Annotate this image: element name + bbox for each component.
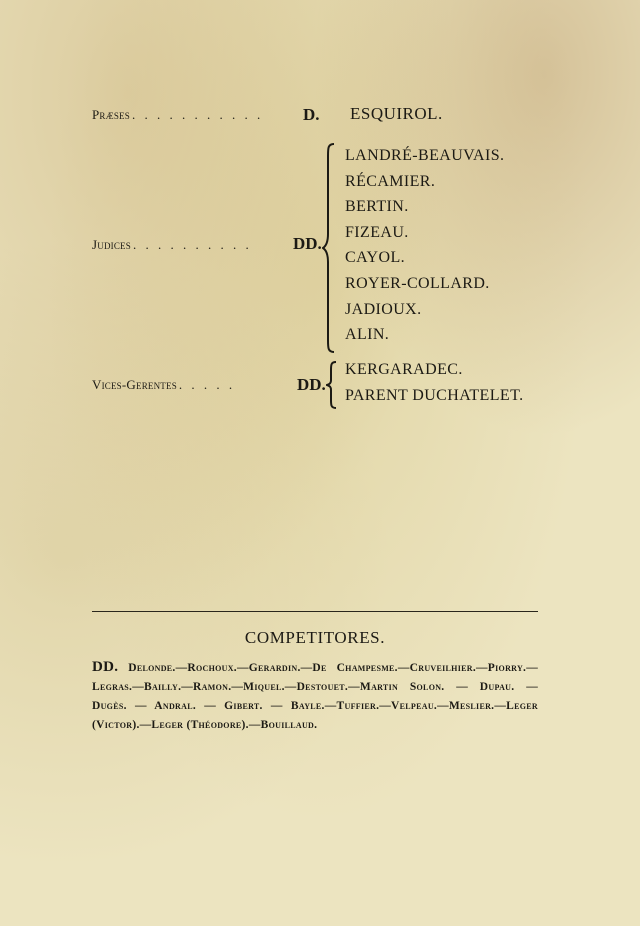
judice-name: CAYOL. (345, 249, 406, 267)
vices-gerentes-title: DD. (297, 375, 326, 394)
vices-gerentes-brace (326, 360, 338, 410)
judice-name: LANDRÉ-BEAUVAIS. (345, 147, 505, 164)
judices-brace (322, 142, 336, 354)
vices-gerentes-label: Vices-Gerentes (92, 377, 177, 392)
judices-row (92, 237, 252, 253)
judice-name: RÉCAMIER. (345, 172, 436, 190)
praeses-title: D. (303, 105, 320, 124)
vices-gerentes-row (92, 377, 235, 393)
competitores-lead: DD. (92, 659, 119, 675)
vices-gerentes-name: KERGARADEC. (345, 361, 463, 378)
vices-gerentes-dots: . . . . . (178, 377, 236, 392)
praeses-label: Præses (92, 107, 130, 122)
praeses-name: ESQUIROL. (350, 104, 443, 123)
vices-gerentes-list (345, 357, 523, 409)
praeses-dots: . . . . . . . . . . . (131, 107, 264, 122)
judice-name: ALIN. (345, 326, 390, 344)
section-divider (92, 611, 538, 612)
judices-title: DD. (293, 234, 322, 253)
praeses-row (92, 107, 263, 123)
judices-dots: . . . . . . . . . . (132, 237, 252, 252)
judice-name: FIZEAU. (345, 223, 409, 241)
competitores-paragraph (92, 658, 538, 735)
judices-list (345, 143, 504, 348)
judice-name: BERTIN. (345, 198, 409, 216)
competitores-names: Delonde.—Rochoux.—Gerardin.—De Champesme.—Cruveilhier.—Piorry.—Legras.—Bailly.—Ramon.—Miquel.—Destouet.—Martin Solon. — Dupau. — Dugès. — Andral. — Gibert. — Bayle.—Tuffier.—Velpeau.—Meslier.—Leger (Victor).—Leger (Théodore).—Bouillaud. (92, 662, 538, 731)
judices-label: Judices (92, 237, 131, 252)
judice-name: ROYER-COLLARD. (345, 274, 490, 292)
judice-name: JADIOUX. (345, 300, 422, 318)
competitores-heading: COMPETITORES. (244, 628, 386, 647)
vices-gerentes-name: PARENT DUCHATELET. (345, 387, 524, 404)
